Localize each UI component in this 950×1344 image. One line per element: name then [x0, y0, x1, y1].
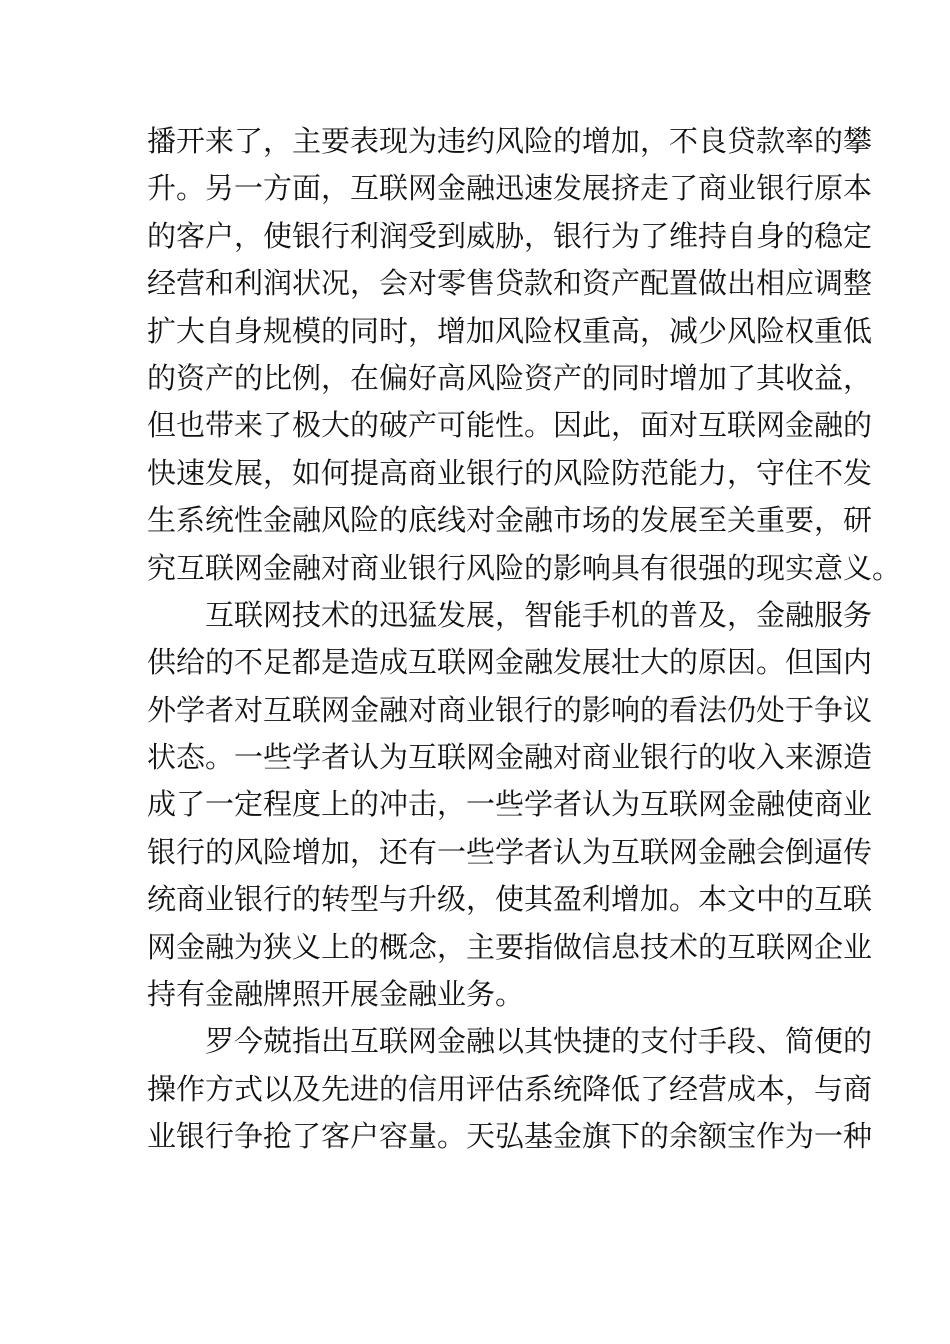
- text-line: 的资产的比例，在偏好高风险资产的同时增加了其收益，: [147, 360, 873, 395]
- body-text: [147, 118, 902, 1161]
- text-line: 生系统性金融风险的底线对金融市场的发展至关重要，研: [147, 503, 873, 538]
- text-line: 播开来了，主要表现为违约风险的增加，不良贷款率的攀: [147, 124, 873, 158]
- paragraph-1: [147, 118, 902, 592]
- text-line: 的客户，使银行利润受到威胁，银行为了维持自身的稳定: [147, 218, 873, 253]
- text-line: 但也带来了极大的破产可能性。因此，面对互联网金融的: [147, 408, 873, 443]
- paragraph-3: [147, 1018, 873, 1160]
- text-line: 持有金融牌照开展金融业务。: [147, 977, 525, 1012]
- paragraph-2: [147, 592, 873, 1019]
- text-line: 成了一定程度上的冲击，一些学者认为互联网金融使商业: [147, 787, 873, 822]
- text-line: 操作方式以及先进的信用评估系统降低了经营成本，与商: [147, 1071, 873, 1106]
- text-line: 快速发展，如何提高商业银行的风险防范能力，守住不发: [147, 455, 873, 490]
- text-line: 罗今兢指出互联网金融以其快捷的支付手段、简便的: [205, 1024, 873, 1059]
- text-line: 业银行争抢了客户容量。天弘基金旗下的余额宝作为一种: [147, 1119, 873, 1154]
- text-line: 外学者对互联网金融对商业银行的影响的看法仍处于争议: [147, 692, 873, 727]
- text-line: 银行的风险增加，还有一些学者认为互联网金融会倒逼传: [147, 834, 873, 869]
- text-line: 升。另一方面，互联网金融迅速发展挤走了商业银行原本: [147, 171, 873, 206]
- text-line: 扩大自身规模的同时，增加风险权重高，减少风险权重低: [147, 313, 873, 348]
- text-line: 统商业银行的转型与升级，使其盈利增加。本文中的互联: [147, 882, 873, 917]
- text-line: 互联网技术的迅猛发展，智能手机的普及，金融服务: [205, 597, 873, 632]
- text-line: 究互联网金融对商业银行风险的影响具有很强的现实意义。: [147, 550, 902, 585]
- text-line: 供给的不足都是造成互联网金融发展壮大的原因。但国内: [147, 645, 873, 680]
- text-line: 网金融为狭义上的概念，主要指做信息技术的互联网企业: [147, 929, 873, 964]
- text-line: 状态。一些学者认为互联网金融对商业银行的收入来源造: [147, 740, 873, 775]
- text-line: 经营和利润状况，会对零售贷款和资产配置做出相应调整: [147, 266, 873, 301]
